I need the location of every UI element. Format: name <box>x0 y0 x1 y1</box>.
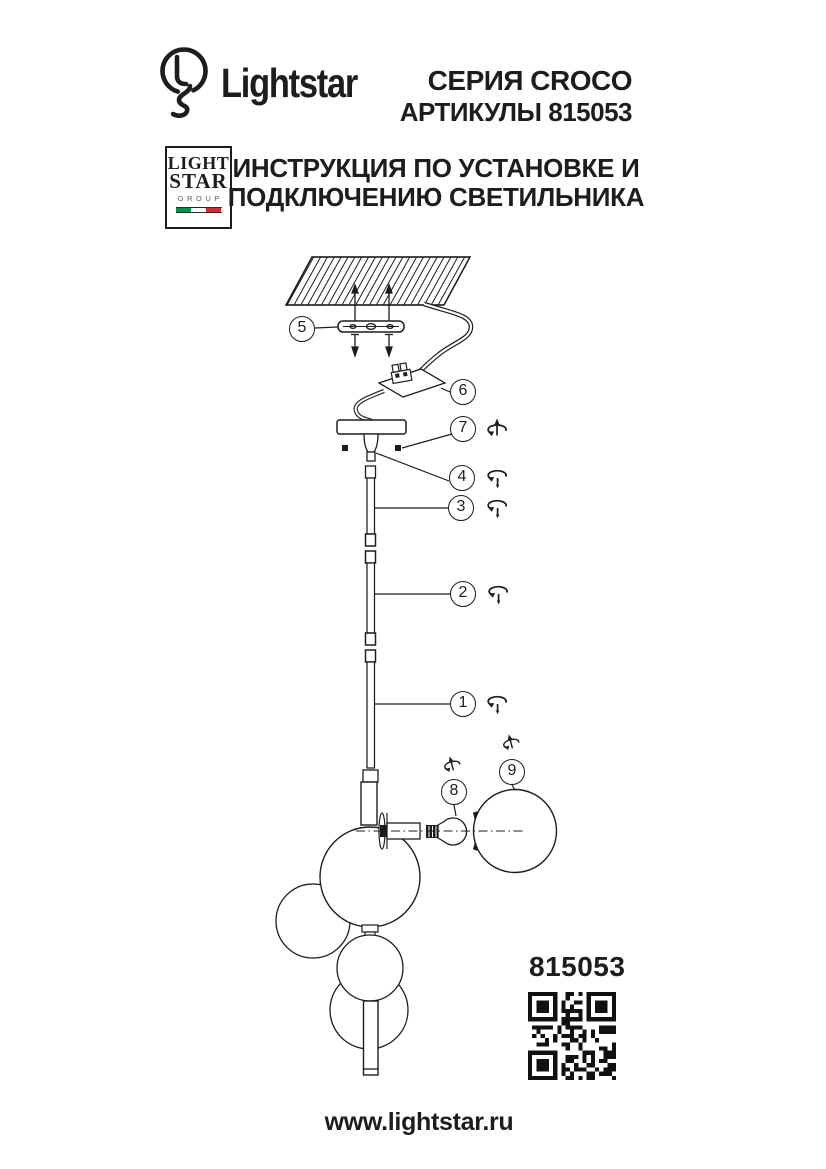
instruction-title-line2: ПОДКЛЮЧЕНИЮ СВЕТИЛЬНИКА <box>227 182 645 212</box>
brand-wordmark: Lightstar <box>221 60 358 106</box>
power-cable <box>413 304 471 378</box>
group-logo-group: GROUP <box>177 194 223 203</box>
callout-4: 4 <box>449 465 475 491</box>
website-url: www.lightstar.ru <box>324 1108 514 1136</box>
instruction-title-line1: ИНСТРУКЦИЯ ПО УСТАНОВКЕ И <box>232 153 640 183</box>
screw-rotate-icon <box>489 587 507 605</box>
callout-1: 1 <box>450 691 476 717</box>
lift-rotate-icon <box>488 419 506 437</box>
terminal-block <box>379 362 445 397</box>
axis-rotate-icon <box>442 754 461 773</box>
callout-7: 7 <box>450 416 476 442</box>
screw-rotate-icon <box>488 471 506 489</box>
glass-sphere-cluster <box>276 827 420 1075</box>
ceiling-canopy <box>337 420 406 461</box>
rod-sections <box>361 466 378 825</box>
callout-9: 9 <box>499 759 525 785</box>
article-code: 815053 <box>529 951 626 982</box>
callout-6: 6 <box>450 379 476 405</box>
callout-2: 2 <box>450 581 476 607</box>
group-logo-star: STAR <box>169 169 228 193</box>
article-title: АРТИКУЛЫ 815053 <box>399 96 632 127</box>
canopy-cable <box>356 391 384 421</box>
axis-rotate-icon <box>501 732 520 751</box>
series-title: СЕРИЯ CROCO <box>427 65 632 96</box>
callout-5: 5 <box>289 316 315 342</box>
ceiling-hatch <box>286 257 470 305</box>
screw-rotate-icon <box>488 697 506 715</box>
screw-rotate-icon <box>488 501 506 519</box>
leader-lines <box>315 327 515 816</box>
callout-3: 3 <box>448 495 474 521</box>
qr-code <box>528 992 616 1080</box>
callout-8: 8 <box>441 779 467 805</box>
group-logo-light: LIGHT <box>167 153 230 173</box>
